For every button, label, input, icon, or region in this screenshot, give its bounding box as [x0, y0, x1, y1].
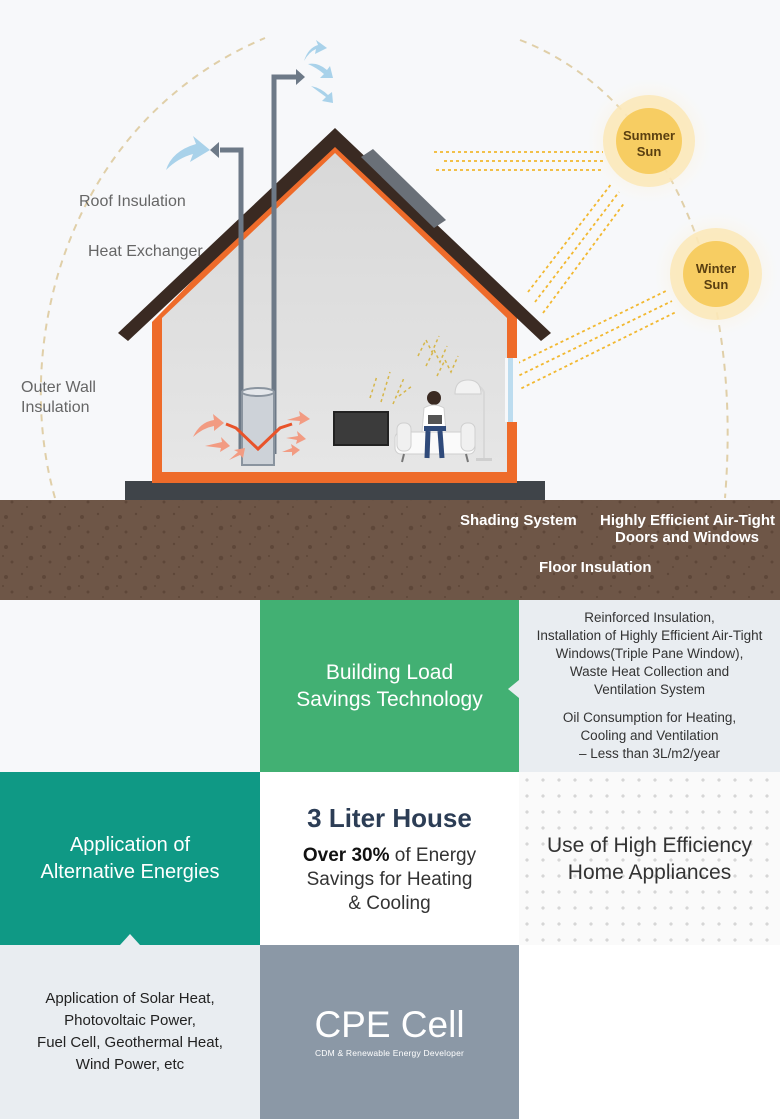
building-load-title: Building Load [325, 661, 454, 684]
desc-line: Windows(Triple Pane Window), [555, 646, 744, 661]
alternative-title-2: Alternative Energies [40, 860, 220, 883]
shading-system-label: Shading System [460, 512, 577, 529]
desc-line: Cooling and Ventilation [580, 728, 719, 743]
outer-wall-label-2: Insulation [21, 399, 90, 416]
desc-line: Installation of Highly Efficient Air-Tight [536, 628, 763, 643]
logo-cell [260, 945, 519, 1119]
appliances-title-2: Home Appliances [567, 860, 732, 884]
doors-windows-label: Highly Efficient Air-Tight [600, 512, 775, 529]
building-load-title-2: Savings Technology [296, 688, 483, 711]
alt-desc-line: Application of Solar Heat, [45, 990, 215, 1007]
three-liter-house-cell [260, 772, 519, 945]
desc-line: Oil Consumption for Heating, [562, 710, 737, 725]
window [508, 358, 513, 422]
outer-wall-label: Outer Wall [21, 379, 96, 396]
heat-exchanger-unit [242, 392, 274, 465]
appliances-cell [519, 772, 780, 945]
energy-savings-line [303, 844, 476, 868]
alt-desc-line: Photovoltaic Power, [64, 1012, 196, 1029]
winter-sun-label-2: Sun [703, 277, 729, 292]
desc-line: Ventilation System [593, 682, 706, 697]
cpe-cell-logo: CPE Cell [314, 1004, 465, 1045]
desc-line: Waste Heat Collection and [569, 664, 730, 679]
alt-desc-line: Fuel Cell, Geothermal Heat, [37, 1034, 223, 1051]
energy-savings-text: of Energy [389, 844, 477, 866]
building-load-pointer [508, 680, 519, 698]
tv [334, 412, 388, 445]
desc-line: – Less than 3L/m2/year [578, 746, 721, 761]
alternative-title: Application of [69, 833, 191, 856]
empty-cell [519, 945, 780, 1119]
foundation [125, 481, 545, 501]
heat-exchanger-label: Heat Exchanger [88, 243, 203, 260]
summer-sun-label: Summer [622, 128, 676, 143]
desc-line: Reinforced Insulation, [584, 610, 715, 625]
summer-sun-label-2: Sun [636, 144, 662, 159]
building-load-desc-cell [519, 600, 780, 772]
alternative-pointer [120, 934, 140, 945]
energy-savings-line-3: & Cooling [348, 892, 431, 914]
energy-savings-line-2: Savings for Heating [306, 868, 473, 890]
alt-desc-line: Wind Power, etc [75, 1056, 185, 1073]
cpe-cell-tagline: CDM & Renewable Energy Developer [314, 1048, 465, 1058]
alternative-desc-cell [0, 945, 260, 1119]
doors-windows-label-2: Doors and Windows [614, 529, 760, 546]
three-liter-house-title: 3 Liter House [307, 802, 472, 833]
energy-savings-highlight: Over 30% [302, 844, 390, 866]
building-load-cell [260, 600, 519, 772]
empty-cell [0, 600, 260, 772]
floor-insulation-label: Floor Insulation [539, 559, 652, 576]
roof-insulation-label: Roof Insulation [79, 193, 186, 210]
winter-sun-label: Winter [695, 261, 737, 276]
alternative-energies-cell [0, 772, 260, 945]
appliances-title: Use of High Efficiency [546, 833, 753, 857]
